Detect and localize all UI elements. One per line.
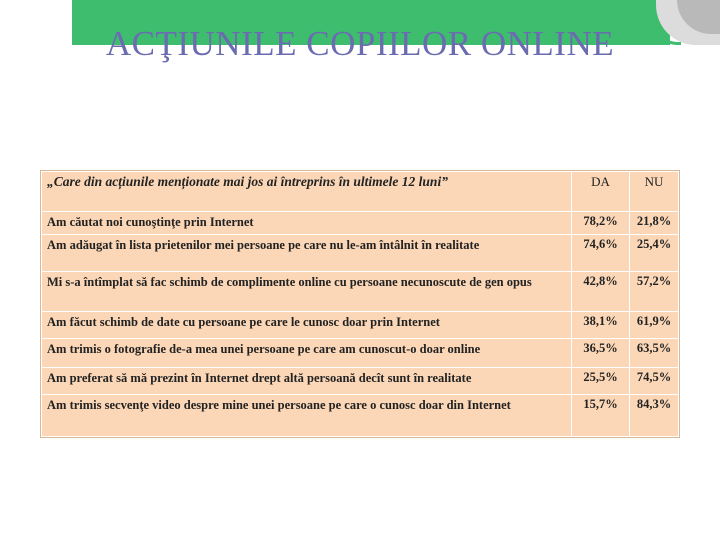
row-label: Am trimis o fotografie de-a mea unei persoane pe care am cunoscut-o doar online [42, 339, 572, 368]
row-no-value: 57,2% [630, 272, 679, 312]
page-title: ACŢIUNILE COPIILOR ONLINE [105, 24, 615, 63]
row-no-value: 63,5% [630, 339, 679, 368]
no-column-header: NU [630, 172, 679, 212]
row-label: Am adăugat în lista prietenilor mei persoane pe care nu le-am întâlnit în realitate [42, 234, 572, 272]
table-row [42, 234, 679, 272]
survey-table [40, 170, 680, 438]
table-header-row [42, 172, 679, 212]
row-yes-value: 78,2% [572, 212, 630, 235]
row-no-value: 21,8% [630, 212, 679, 235]
row-yes-value: 42,8% [572, 272, 630, 312]
row-no-value: 25,4% [630, 234, 679, 272]
row-label: Am preferat să mă prezint în Internet drept altă persoană decît sunt în realitate [42, 368, 572, 395]
question-header: „Care din acțiunile menționate mai jos ai întreprins în ultimele 12 luni” [42, 172, 572, 212]
row-yes-value: 38,1% [572, 311, 630, 338]
table-row [42, 339, 679, 368]
table-row [42, 368, 679, 395]
table-row [42, 272, 679, 312]
row-yes-value: 25,5% [572, 368, 630, 395]
table-row [42, 395, 679, 437]
row-no-value: 74,5% [630, 368, 679, 395]
row-label: Am făcut schimb de date cu persoane pe care le cunosc doar prin Internet [42, 311, 572, 338]
row-label: Mi s-a întîmplat să fac schimb de complimente online cu persoane necunoscute de gen opus [42, 272, 572, 312]
table-row [42, 212, 679, 235]
row-yes-value: 15,7% [572, 395, 630, 437]
row-no-value: 61,9% [630, 311, 679, 338]
row-yes-value: 36,5% [572, 339, 630, 368]
row-no-value: 84,3% [630, 395, 679, 437]
row-label: Am trimis secvenţe video despre mine unei persoane pe care o cunosc doar din Internet [42, 395, 572, 437]
row-label: Am căutat noi cunoştinţe prin Internet [42, 212, 572, 235]
row-yes-value: 74,6% [572, 234, 630, 272]
yes-column-header: DA [572, 172, 630, 212]
table-row [42, 311, 679, 338]
